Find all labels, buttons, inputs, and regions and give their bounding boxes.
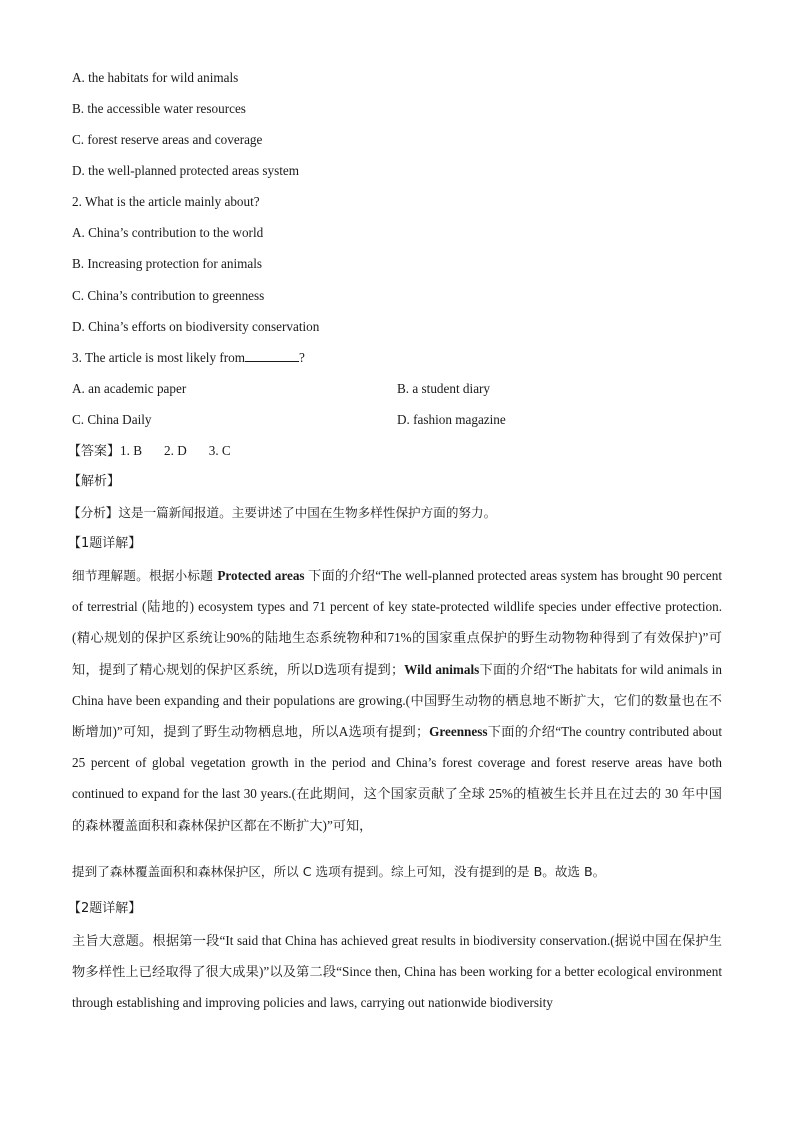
detail1-bold-greenness: Greenness [429,724,488,740]
q3-option-a: A. an academic paper [72,381,187,396]
q3-stem-text: 3. The article is most likely from [72,350,245,365]
q2-stem: 2. What is the article mainly about? [72,194,260,209]
q3-blank [245,350,299,362]
detail1-text-1: 细节理解题。根据小标题 [72,568,218,583]
q2-option-a: A. China’s contribution to the world [72,225,264,240]
detail1-bold-protected-areas: Protected areas [217,568,305,583]
q2-option-c: C. China’s contribution to greenness [72,288,265,303]
detail1-heading: 【1题详解】 [68,536,142,551]
summary-text: 这是一篇新闻报道。主要讲述了中国在生物多样性保护方面的努力。 [118,505,497,520]
q1-option-a: A. the habitats for wild animals [72,70,239,85]
q2-option-b: B. Increasing protection for animals [72,256,263,271]
q3-stem-end: ? [299,350,305,365]
q3-option-c: C. China Daily [72,412,152,427]
detail1-text-3: 下面的介绍“The habitats for wild animals in China have been expanding and their populations are growing.(中国野生动物的栖息地不断扩大，它们的数量也在不断增加)”可知，提到了野生动物栖息地，所以A选项有提到； [72,661,722,740]
q3-option-b: B. a student diary [397,381,491,396]
analysis-label: 【解析】 [68,474,121,489]
q2-option-d: D. China’s efforts on biodiversity conservation [72,319,320,334]
q1-option-c: C. forest reserve areas and coverage [72,132,263,147]
q1-option-b: B. the accessible water resources [72,101,246,116]
detail1-conclusion: 提到了森林覆盖面积和森林保护区，所以 C 选项有提到。综上可知，没有提到的是 B。故选 B。 [72,864,606,879]
q3-option-d: D. fashion magazine [397,412,506,427]
detail1-text-4: 下面的介绍“The country contributed about 25 percent of global vegetation growth in the period and China’s forest coverage and forest reserve areas have both continued to expand for the last 30 years.(在此期间，这个国家贡献了全球 25%的植被生长并且在过去的 30 年中国的森林覆盖面积和森林保护区都在不断扩大)”可知， [72,724,722,833]
detail1-bold-wild-animals: Wild animals [404,661,480,677]
answer-1: 1. B [120,443,142,458]
summary-label: 【分析】 [68,505,119,520]
detail1-text-2: 下面的介绍“The well-planned protected areas system has brought 90 percent of terrestrial (陆地的) ecosystem types and 71 percent of key state-protected wildlife species under effective protection.(精心规划的保护区系统让90%的陆地生态系统物种和71%的国家重点保护的野生动物物种得到了有效保护)”可知，提到了精心规划的保护区系统，所以D选项有提到； [72,568,722,677]
answer-2: 2. D [164,443,187,458]
detail2-heading: 【2题详解】 [68,901,142,916]
q1-option-d: D. the well-planned protected areas system [72,163,300,178]
answer-3: 3. C [208,443,231,458]
detail2-paragraph: 主旨大意题。根据第一段“It said that China has achieved great results in biodiversity conservation.(据说中国在保护生物多样性上已经取得了很大成果)”以及第二段“Since then, China has been working for a better ecological environment through establishing and improving policies and laws, carrying out nationwide biodiversity [72,933,722,1011]
q3-stem [72,350,305,366]
answer-line [68,443,231,460]
detail1-paragraph [72,560,722,841]
answer-label: 【答案】 [68,444,121,459]
summary-line [68,505,496,521]
